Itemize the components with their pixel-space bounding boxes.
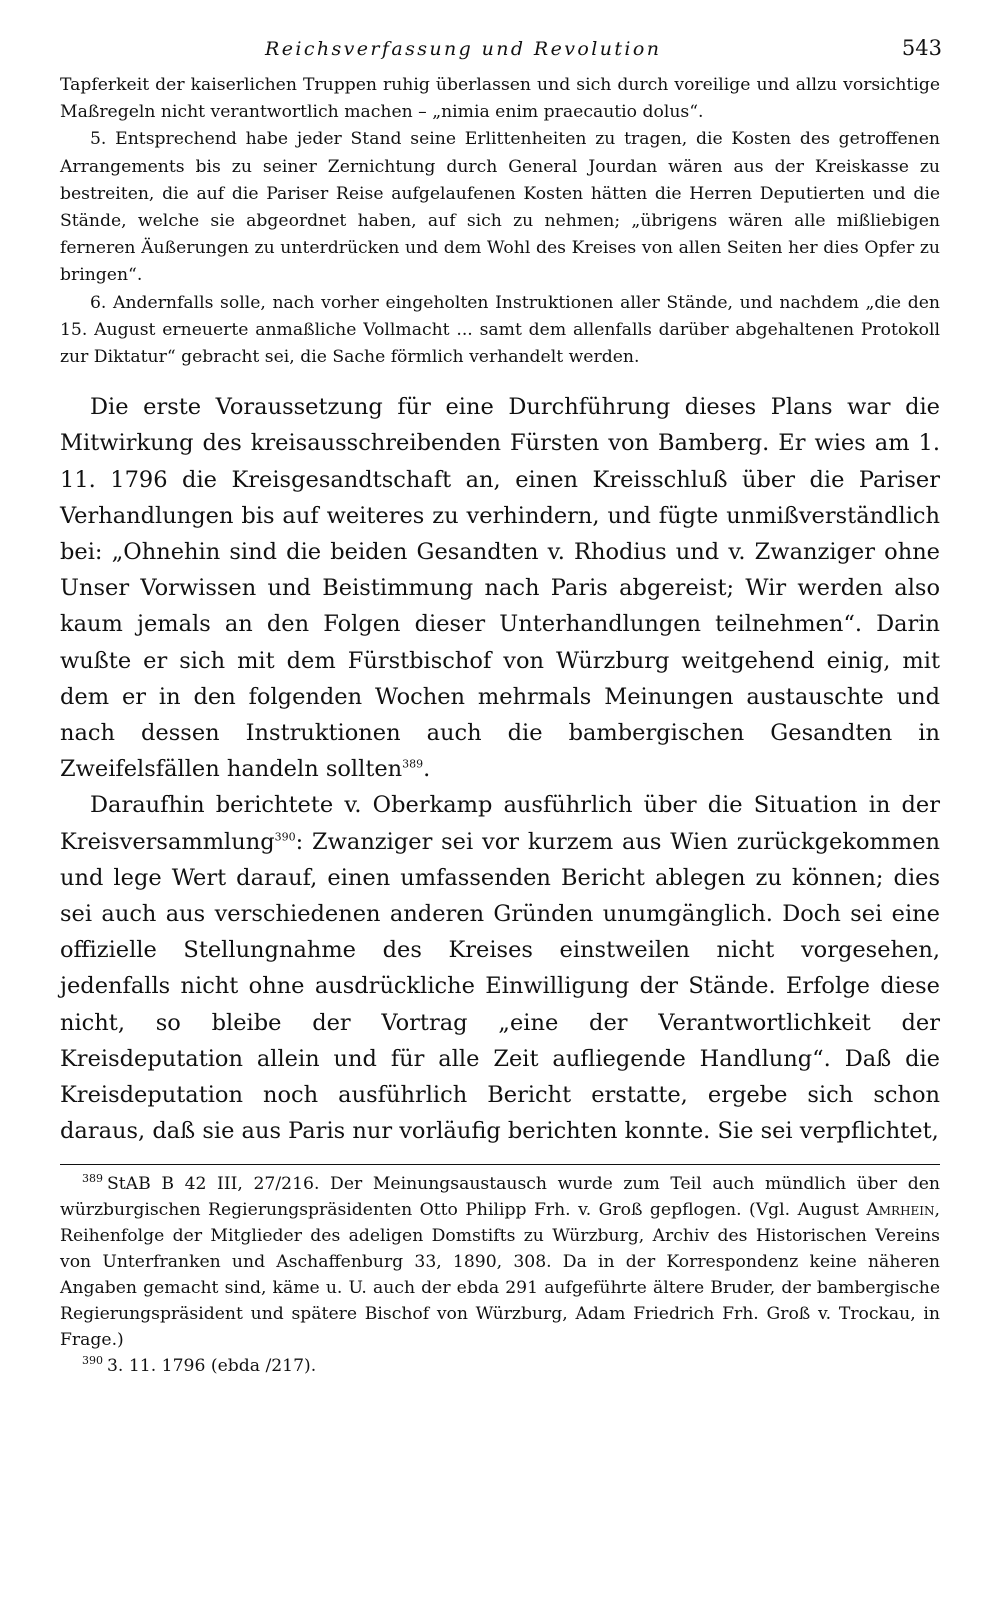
body-text: : Zwanziger sei vor kurzem aus Wien zurückgekommen und lege Wert darauf, einen umfassenden Bericht ablegen zu können; dies sei auch aus verschiedenen anderen Gründen unumgänglich. Doch sei eine offizielle Stellungnahme des Kreises einstweilen nicht vorgesehen, jedenfalls nicht ohne ausdrückliche Einwilligung der Stände. Erfolge diese nicht, so bleibe der Vortrag „eine der Verantwortlichkeit der Kreisdeputation allein und für alle Zeit aufliegende Handlung“. Daß die Kreisdeputation noch ausführlich Bericht erstatte, ergebe sich schon daraus, daß sie aus Paris nur vorläufig berichten konnte. Sie sei verpflichtet, bbox=[60, 828, 940, 1145]
footnote bbox=[60, 1353, 940, 1379]
footnote-text: , Reihenfolge der Mitglieder des adeligen Domstifts zu Würzburg, Archiv des Historischen Vereins von Unterfranken und Aschaffenburg 33, 1890, 308. Da in der Korrespondenz keine näheren Angaben gemacht sind, käme u. U. auch der ebda 291 aufgeführte ältere Bruder, der bambergische Regierungspräsident und spätere Bischof von Würzburg, Adam Friedrich Frh. Groß v. Trockau, in Frage.) bbox=[60, 1199, 940, 1350]
footnotes bbox=[60, 1171, 940, 1379]
page-header bbox=[60, 36, 940, 70]
quoted-points-block bbox=[60, 72, 940, 371]
page-body bbox=[60, 36, 940, 1379]
main-text bbox=[60, 389, 940, 1149]
footnote-text: StAB B 42 III, 27/216. Der Meinungsaustausch wurde zum Teil auch mündlich über den würzburgischen Regierungspräsidenten Otto Philipp Frh. v. Groß gepflogen. (Vgl. August bbox=[60, 1173, 940, 1220]
footnote-ref: 390 bbox=[274, 830, 296, 844]
footnote bbox=[60, 1171, 940, 1353]
body-text: Die erste Voraussetzung für eine Durchführung dieses Plans war die Mitwirkung des kreisausschreibenden Fürsten von Bamberg. Er wies am 1. 11. 1796 die Kreisgesandtschaft an, einen Kreisschluß über die Pariser Verhandlungen bis auf weiteres zu verhindern, und fügte unmißverständlich bei: „Ohnehin sind die beiden Gesandten v. Rhodius und v. Zwanziger ohne Unser Vorwissen und Beistimmung nach Paris abgereist; Wir werden also kaum jemals an den Folgen dieser Unterhandlungen teilnehmen“. Darin wußte er sich mit dem Fürstbischof von Würzburg weitgehend einig, mit dem er in den folgenden Wochen mehrmals Meinungen austauschte und nach dessen Instruktionen auch die bambergischen Gesandten in Zweifelsfällen handeln sollten bbox=[60, 394, 940, 783]
quote-paragraph: 6. Andernfalls solle, nach vorher eingeholten Instruktionen aller Stände, und nachdem „die den 15. August erneuerte anmaßliche Vollmacht ... samt dem allenfalls darüber abgehaltenen Protokoll zur Diktatur“ gebracht sei, die Sache förmlich verhandelt werden. bbox=[60, 292, 940, 368]
body-paragraph bbox=[60, 787, 940, 1149]
running-head: Reichsverfassung und Revolution bbox=[265, 38, 662, 60]
page-number: 543 bbox=[901, 36, 942, 60]
footnote-mark: 389 bbox=[82, 1171, 103, 1185]
footnote-ref: 389 bbox=[402, 757, 424, 771]
footnote-mark: 390 bbox=[82, 1353, 103, 1367]
quote-paragraph: Tapferkeit der kaiserlichen Truppen ruhig überlassen und sich durch voreilige und allzu vorsichtige Maßregeln nicht verantwortlich machen – „nimia enim praecautio dolus“. bbox=[60, 75, 940, 123]
body-text: . bbox=[423, 756, 431, 783]
body-text: Daraufhin berichtete v. Oberkamp ausführlich über die Situation in der Kreisversammlung bbox=[60, 792, 940, 855]
quote-paragraph: 5. Entsprechend habe jeder Stand seine Erlittenheiten zu tragen, die Kosten des getroffenen Arrangements bis zu seiner Zernichtung durch General Jourdan wären aus der Kreiskasse zu bestreiten, die auf die Pariser Reise aufgelaufenen Kosten hätten die Herren Deputierten und die Stände, welche sie abgeordnet haben, auf sich zu nehmen; „übrigens wären alle mißliebigen ferneren Äußerungen zu unterdrücken und dem Wohl des Kreises von allen Seiten her dies Opfer zu bringen“. bbox=[60, 129, 940, 286]
footnote-text: 3. 11. 1796 (ebda /217). bbox=[107, 1355, 317, 1376]
footnote-divider bbox=[60, 1164, 940, 1165]
body-paragraph bbox=[60, 389, 940, 787]
footnote-author: Amrhein bbox=[866, 1199, 935, 1220]
